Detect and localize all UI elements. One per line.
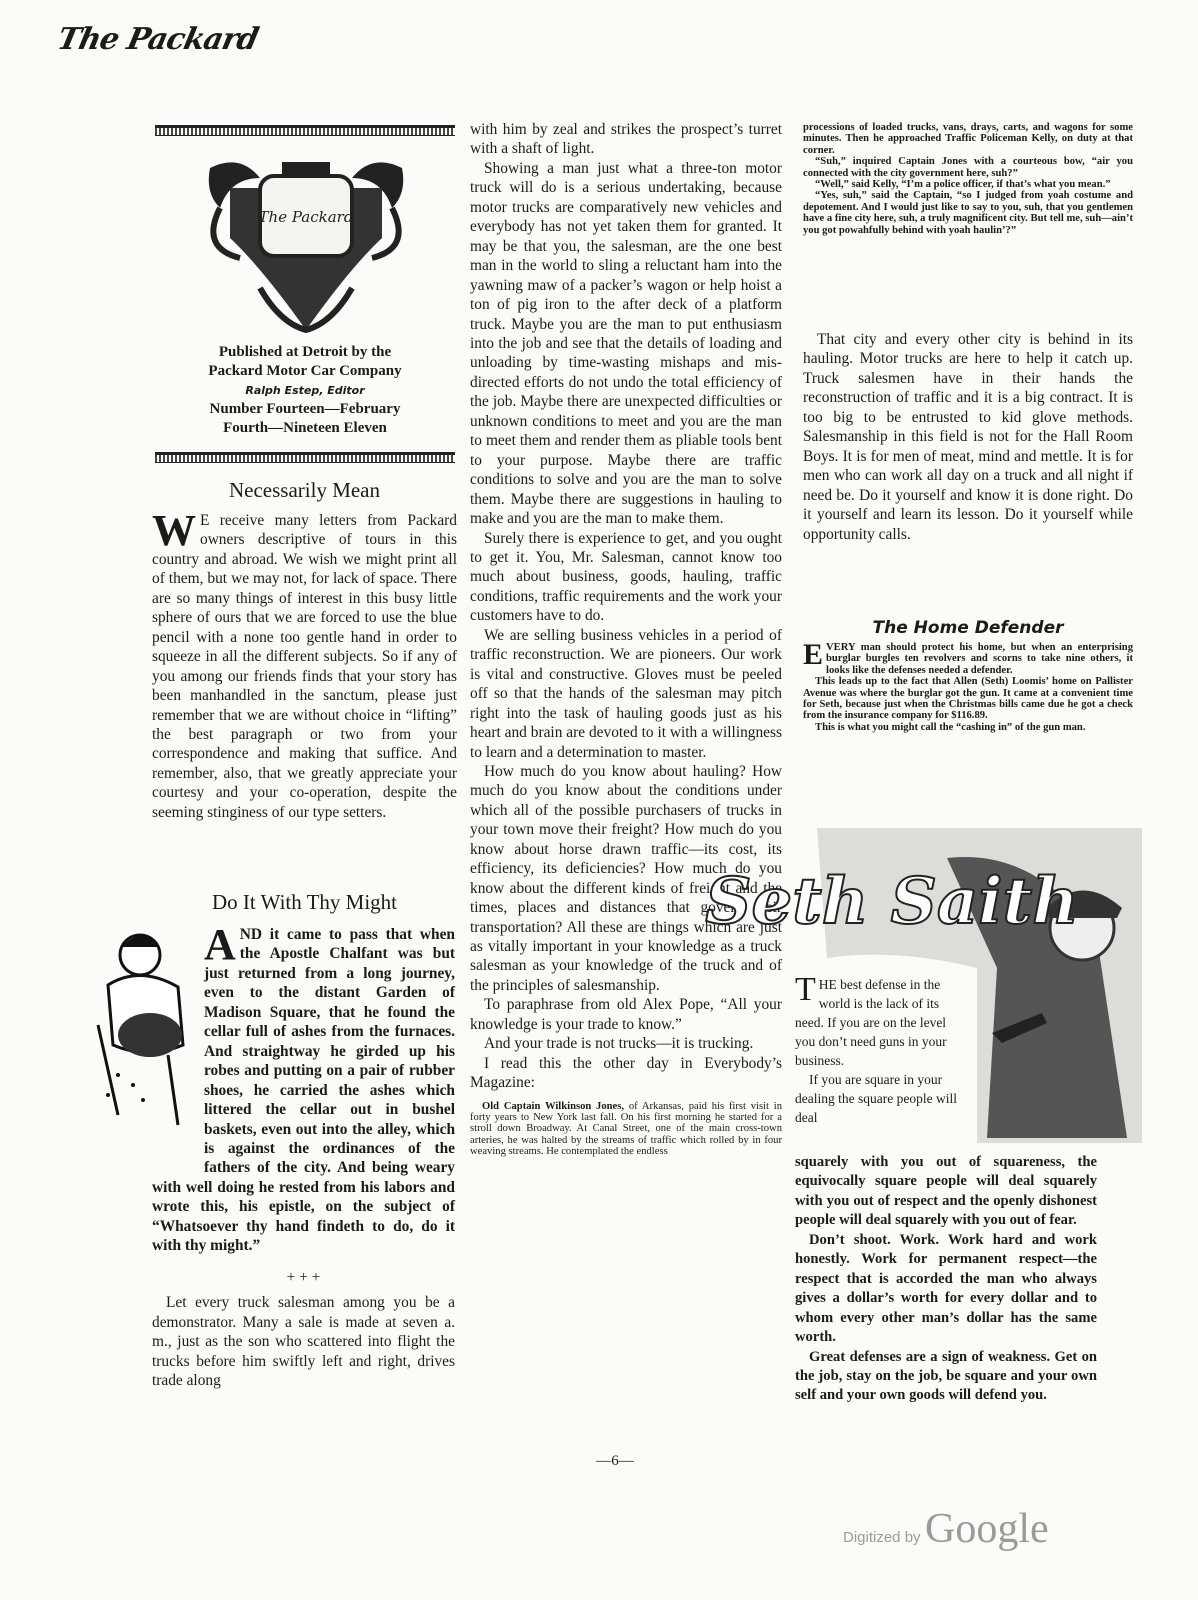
article-title: Do It With Thy Might <box>211 890 398 914</box>
pub-line: Packard Motor Car Company <box>208 363 402 379</box>
paragraph: Don’t shoot. Work. Work hard and work honestly. Work for permanent respect—the respect that is accorded the man who always gives a dollar’s worth for every dollar and to whom every other man’s dollar has the same worth. <box>795 1231 1097 1346</box>
paragraph: Surely there is experience to get, and you ought to get it. You, Mr. Salesman, cannot know too much about business, goods, hauling, traffic conditions, traffic requirements and the work your customers have to do. <box>470 529 782 625</box>
quote-continued <box>803 122 1133 236</box>
paragraph: “Well,” said Kelly, “I’m a police officer, if that’s what you mean.” <box>815 179 1111 191</box>
column-3-body <box>803 330 1133 544</box>
paragraph: Let every truck salesman among you be a demonstrator. Many a sale is made at seven a. m., just as the son who scattered into flight the trucks before him swiftly left and right, drives trade along <box>152 1294 455 1389</box>
google-watermark <box>843 1505 1049 1553</box>
publication-info <box>180 343 430 438</box>
page-number: —6— <box>596 1453 634 1469</box>
drop-cap: A <box>204 920 236 969</box>
quote-text: of Arkansas, paid his first visit in forty years to New York last fall. On his first morning he started for a stroll down Broadway. At Canal Street, one of the main cross-town arteries, he was halted by the streams of traffic which rolled by in four weaving streams. He contemplated the endless <box>470 1100 782 1158</box>
paragraph: squarely with you out of squareness, the equivocally square people will deal squarely with you out of respect and the openly dishonest people will deal squarely with you out of fear. <box>795 1154 1097 1229</box>
editor-credit: Ralph Estep, Editor <box>245 384 365 397</box>
svg-text:The Packard: The Packard <box>258 208 354 226</box>
paragraph: And your trade is not trucks—it is trucking. <box>484 1035 754 1053</box>
drop-cap: W <box>152 506 196 555</box>
paragraph: To paraphrase from old Alex Pope, “All your knowledge is your trade to know.” <box>470 996 782 1033</box>
paragraph: HE best defense in the world is the lack of its need. If you are on the level you don’t need guns in your business. <box>795 977 947 1068</box>
pub-line: Number Fourteen—February <box>209 401 401 417</box>
drop-cap: E <box>803 638 824 671</box>
paragraph: processions of loaded trucks, vans, drays, carts, and wagons for some minutes. Then he approached Traffic Policeman Kelly, on duty at that corner. <box>803 122 1133 156</box>
paragraph: That city and every other city is behind in its hauling. Motor trucks are here to help it catch up. Truck salesmen have in their hands the reconstruction of traffic and it is a big contract. It is too big to be entrusted to kid glove methods. Salesmanship in this field is not for the Hall Room Boys. It is for men of meat, mind and mettle. It is for men who can work all day on a truck and all night if need be. Do it yourself and know it is done right. Do it yourself and learn its lesson. Do it yourself while opportunity calls. <box>803 331 1133 543</box>
paragraph: How much do you know about hauling? How much do you know about the conditions under which all of the possible purchasers of trucks in your town move their freight? How much do you know about horse drawn traffic—its cost, its efficiency, its deficiencies? How much do you know about the different kinds of freight and the times, places and distances that govern their transportation? All these are things which are just as vitally important in your knowledge as a truck salesman as your knowledge of the truck and of the principles of salesmanship. <box>470 762 782 994</box>
paragraph: “Yes, suh,” said the Captain, “so I judged from yoah costume and depotement. And I would just like to say to you, suh, that you gentlemen have a fine city here, suh, a truly magnificent city. But tell me, suh—ain’t you got powahfully behind with yoah haulin’?” <box>803 190 1133 236</box>
article-title: Necessarily Mean <box>228 478 381 502</box>
watermark-brand: Google <box>925 1506 1049 1552</box>
do-it-text <box>152 920 455 1390</box>
top-rule <box>155 125 455 136</box>
paragraph: ND it came to pass that when the Apostle Chalfant was but just returned from a long journey, even to the distant Garden of Madison Square, that he found the cellar full of ashes from the furnaces. And straightway he girded up his robes and putting on a pair of rubber shoes, he carried the ashes which littered the cellar out in bushel baskets, even out into the alley, which is against the ordinances of the fathers of the city. And being weary with well doing he rested from his labors and wrote this, his epistle, on the subject of “Whatsoever thy hand findeth to do, do it with thy might.” <box>152 926 455 1255</box>
rule <box>155 452 455 463</box>
seth-inset-text <box>795 971 960 1127</box>
paragraph: with him by zeal and strikes the prospect’s turret with a shaft of light. <box>470 121 782 158</box>
paragraph: “Suh,” inquired Captain Jones with a courteous bow, “air you connected with the city government here, suh?” <box>803 156 1133 179</box>
pub-line: Published at Detroit by the <box>218 344 392 360</box>
magazine-quote <box>470 1101 782 1158</box>
paragraph: Great defenses are a sign of weakness. Get on the job, stay on the job, be square and your own self and your own goods will defend you. <box>795 1348 1097 1404</box>
watermark-prefix: Digitized by <box>843 1529 921 1546</box>
column-2 <box>470 120 782 1158</box>
masthead-logo: The Packard <box>54 22 261 57</box>
paragraph: VERY man should protect his home, but when an enterprising burglar burgles ten revolvers and scorns to take nine others, it looks like the defenses needed a defender. <box>826 642 1133 676</box>
paragraph: This leads up to the fact that Allen (Seth) Loomis’ home on Pallister Avenue was where the burglar got the gun. It came at a convenient time for Seth, because just when the Christmas bills came due he got a check from the insurance company for $116.89. <box>803 676 1133 722</box>
paragraph: Showing a man just what a three-ton motor truck will do is a serious undertaking, because motor trucks are comparatively new vehicles and everybody has not yet taken them for granted. It may be that you, the salesman, are the one best man in the world to sling a reluctant ham into the yawning maw of a packer’s wagon or help hoist a ton of pig iron to the after deck of a platform truck. Maybe you are the man to put enthusiasm into the job and see that the details of loading and unloading by time-wasting mishaps and mis-directed efforts do not undo the total efficiency of the job. Maybe there are unexpected difficulties or unknown conditions to meet and you are the man to meet them and render them as pliable tools bent to your purpose. Maybe there are traffic conditions to solve and you are the man to solve them. Maybe there are suggestions in hauling to make and you are the man to make them. <box>470 159 782 528</box>
seth-body <box>795 1153 1097 1406</box>
svg-text:Seth Saith: Seth Saith <box>705 864 1079 939</box>
quote-lead: Old Captain Wilkinson Jones, <box>482 1100 625 1112</box>
article-do-it <box>152 890 457 915</box>
paragraph: If you are square in your dealing the square people will deal <box>795 1072 957 1125</box>
paragraph: This is what you might call the “cashing in” of the gun man. <box>815 721 1086 733</box>
separator: + + + <box>286 1268 321 1286</box>
article-home-defender <box>803 618 1133 733</box>
article-necessarily-mean <box>152 478 457 822</box>
pub-line: Fourth—Nineteen Eleven <box>223 420 387 436</box>
article-title: The Home Defender <box>872 618 1064 638</box>
drop-cap: T <box>795 971 816 1008</box>
packard-emblem <box>200 148 412 334</box>
paragraph: I read this the other day in Everybody’s Magazine: <box>470 1054 782 1092</box>
paragraph: E receive many letters from Packard owners descriptive of tours in this country and abroad. We wish we might print all of them, but we may not, for lack of space. There are so many things of interest in this busy little sphere of ours that we are forced to use the blue pencil with a none too gentle hand in order to squeeze in all the different subjects. So if any of you among our friends finds that your story has been manhandled in the sanctum, please just remember that we are without choice in “lifting” the best paragraph or two from your correspondence and making that suffice. And remember, also, that we greatly appreciate your courtesy and your co-operation, despite the seeming stinginess of our type setters. <box>152 512 457 821</box>
paragraph: We are selling business vehicles in a period of traffic reconstruction. We are pioneers. Our work is vital and constructive. Gloves must be peeled off so that the hands of the salesman may pitch right into the task of hauling goods just as his heart and brain are devoted to it with a willingness to learn and a determination to master. <box>470 626 782 761</box>
